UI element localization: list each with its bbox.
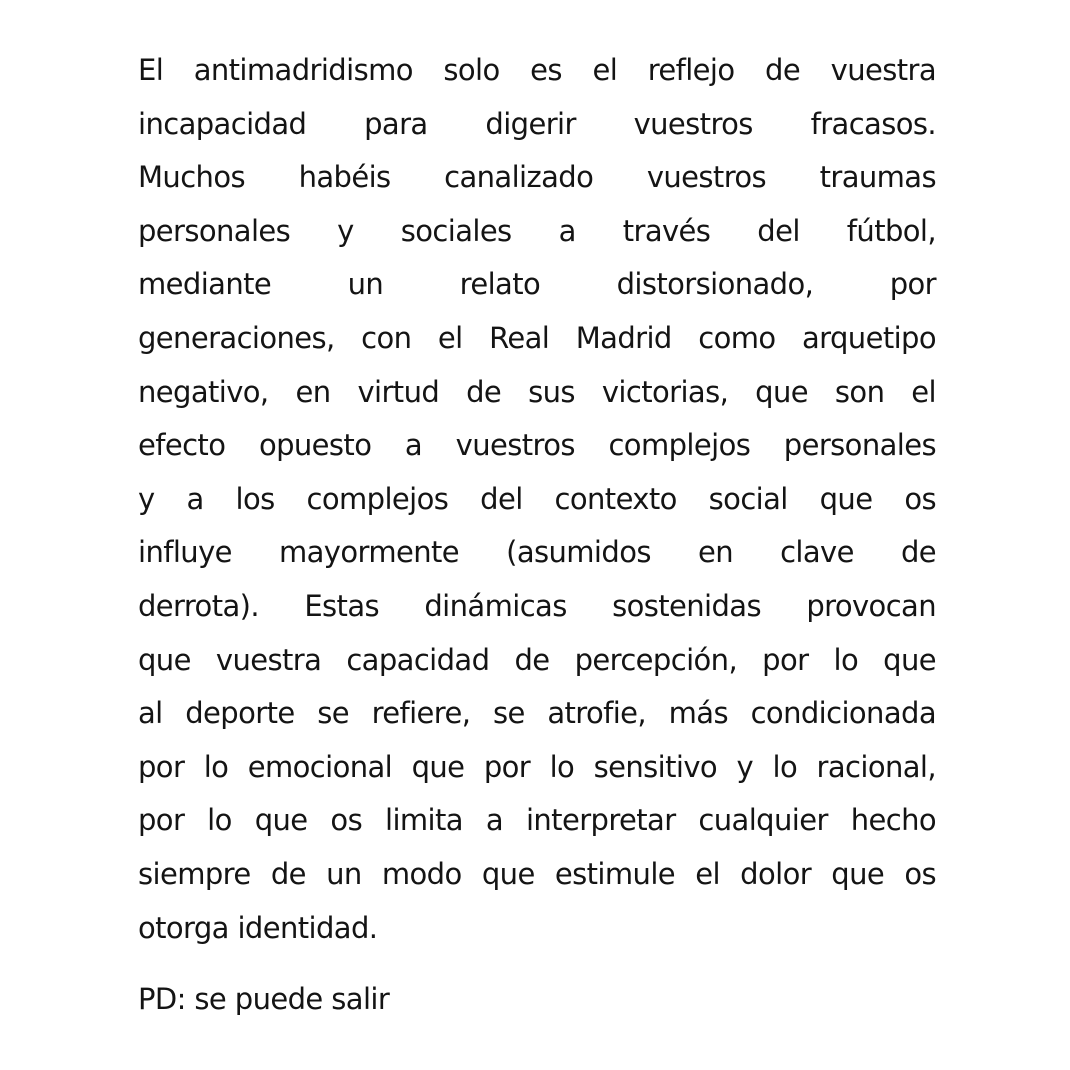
paragraph-line: efecto opuesto a vuestros complejos personales (138, 428, 936, 463)
paragraph-line: al deporte se refiere, se atrofie, más condicionada (138, 696, 936, 731)
paragraph-line: mediante un relato distorsionado, por (138, 267, 936, 302)
paragraph-line: El antimadridismo solo es el reflejo de vuestra (138, 53, 936, 87)
paragraph-line: que vuestra capacidad de percepción, por lo que (138, 642, 936, 677)
paragraph-line: incapacidad para digerir vuestros fracasos. (138, 106, 936, 141)
paragraph-line: generaciones, con el Real Madrid como arquetipo (138, 320, 936, 355)
paragraph-line: Muchos habéis canalizado vuestros traumas (138, 160, 936, 195)
paragraph-line-last: otorga identidad. (138, 910, 378, 945)
paragraph-line: por lo que os limita a interpretar cualquier hecho (138, 803, 936, 838)
postscript: PD: se puede salir (138, 982, 390, 1017)
paragraph-line: derrota). Estas dinámicas sostenidas provocan (138, 588, 936, 623)
paragraph-line: personales y sociales a través del fútbol, (138, 213, 936, 248)
document-body (138, 44, 936, 1027)
paragraph-line: influye mayormente (asumidos en clave de (138, 535, 936, 570)
paragraph-line: negativo, en virtud de sus victorias, que son el (138, 374, 936, 409)
paragraph-line: por lo emocional que por lo sensitivo y lo racional, (138, 749, 936, 784)
main-paragraph (138, 44, 936, 955)
paragraph-line: siempre de un modo que estimule el dolor que os (138, 856, 936, 891)
paragraph-line: y a los complejos del contexto social que os (138, 481, 936, 516)
